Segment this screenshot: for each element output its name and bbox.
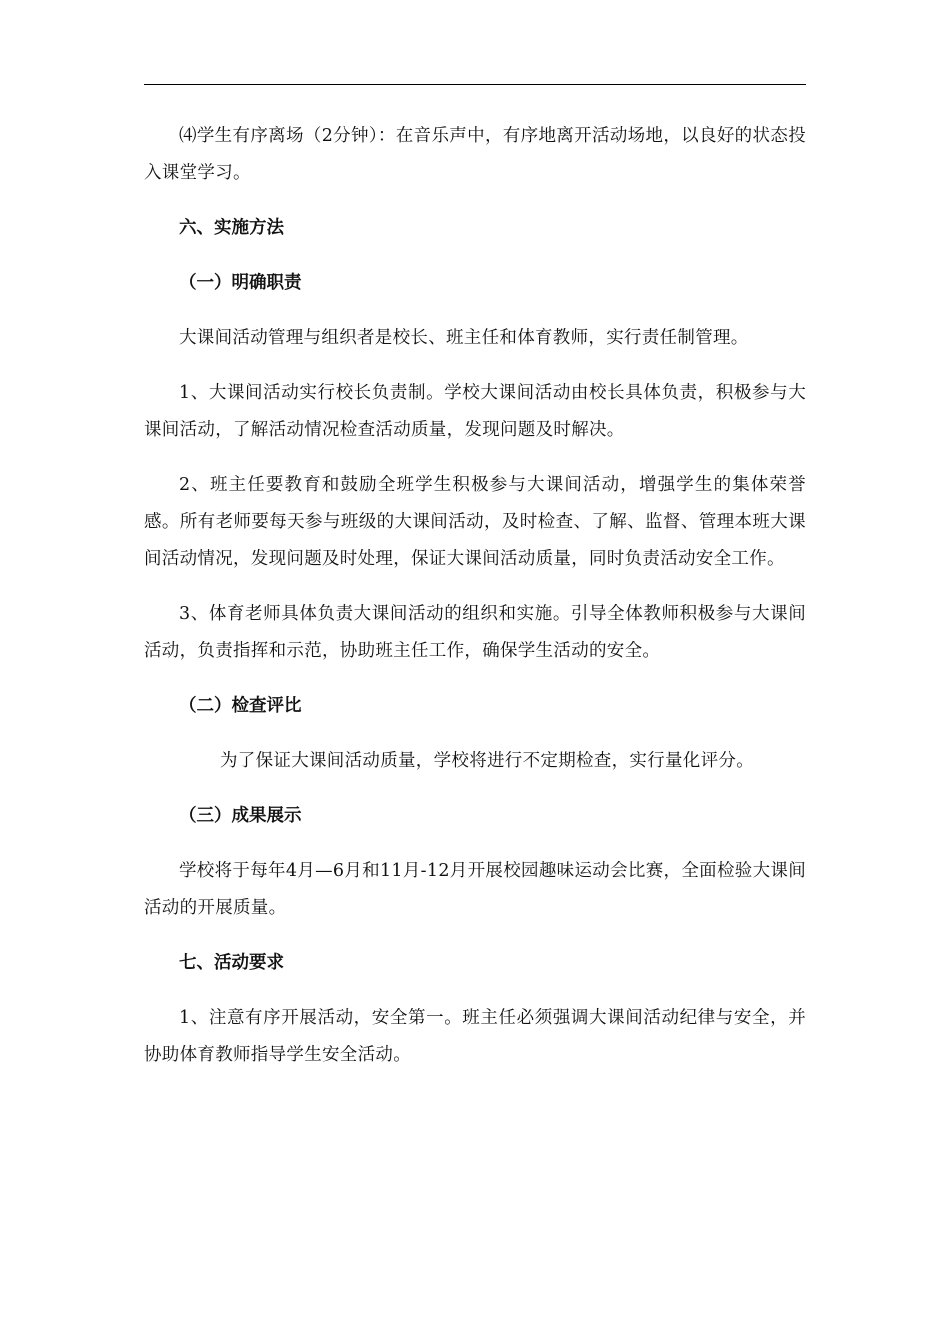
paragraph-organizers: 大课间活动管理与组织者是校长、班主任和体育教师，实行责任制管理。 <box>179 328 749 348</box>
section-heading-requirements: 七、活动要求 <box>179 953 284 973</box>
subheading-responsibilities: （一）明确职责 <box>179 273 302 293</box>
paragraph-inspection: 为了保证大课间活动质量，学校将进行不定期检查，实行量化评分。 <box>220 751 754 771</box>
paragraph-sports-meet: 学校将于每年4月—6月和11月-12月开展校园趣味运动会比赛，全面检验大课间活动的开展质量。 <box>144 861 806 918</box>
subheading-results: （三）成果展示 <box>179 806 302 826</box>
paragraph-safety: 1、注意有序开展活动，安全第一。班主任必须强调大课间活动纪律与安全，并协助体育教师指导学生安全活动。 <box>144 1008 806 1065</box>
subheading-inspection: （二）检查评比 <box>179 696 302 716</box>
paragraph-pe-teacher-duty: 3、体育老师具体负责大课间活动的组织和实施。引导全体教师积极参与大课间活动，负责指挥和示范，协助班主任工作，确保学生活动的安全。 <box>144 604 806 661</box>
paragraph-class-teacher-duty: 2、班主任要教育和鼓励全班学生积极参与大课间活动，增强学生的集体荣誉感。所有老师要每天参与班级的大课间活动，及时检查、了解、监督、管理本班大课间活动情况，发现问题及时处理，保证大课间活动质量，同时负责活动安全工作。 <box>144 475 806 569</box>
paragraph-principal-duty: 1、大课间活动实行校长负责制。学校大课间活动由校长具体负责，积极参与大课间活动，了解活动情况检查活动质量，发现问题及时解决。 <box>144 383 806 440</box>
document-body <box>144 118 806 1074</box>
header-rule <box>144 84 806 85</box>
paragraph-student-exit: ⑷学生有序离场（2分钟）：在音乐声中，有序地离开活动场地，以良好的状态投入课堂学习。 <box>144 126 806 183</box>
section-heading-implementation: 六、实施方法 <box>179 218 284 238</box>
